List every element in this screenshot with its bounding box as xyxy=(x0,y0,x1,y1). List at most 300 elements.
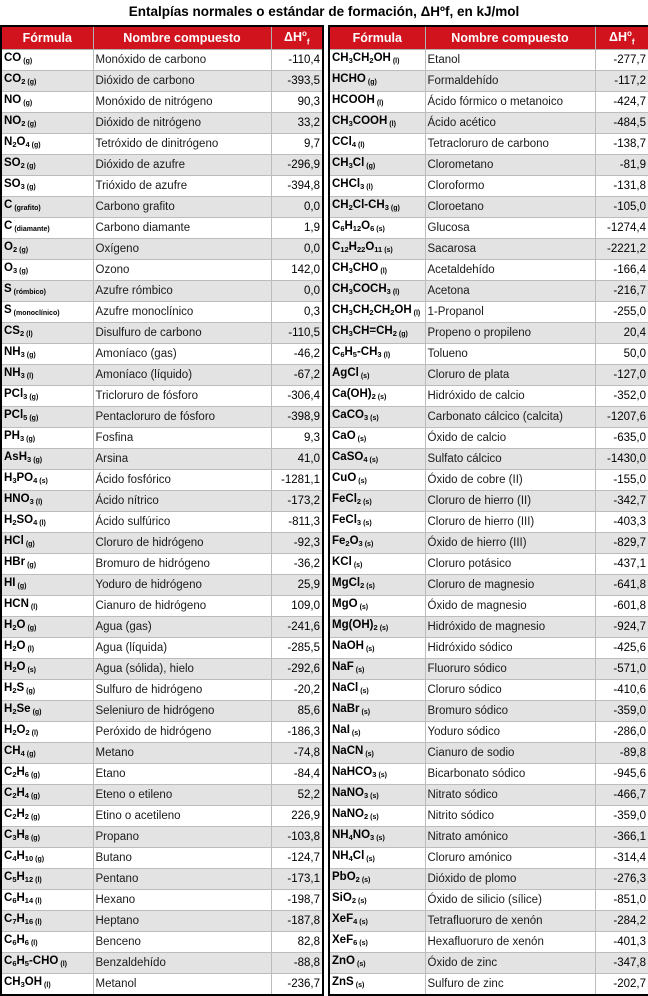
compound-name-cell: Monóxido de nitrógeno xyxy=(93,92,271,113)
table-row xyxy=(329,554,648,575)
compound-name-cell: Butano xyxy=(93,848,271,869)
state-label: (l) xyxy=(357,142,365,149)
formula-cell: PbO$_2$ (s) xyxy=(329,869,425,890)
state-label: (s) xyxy=(355,982,365,989)
enthalpy-value-cell: -284,2 xyxy=(595,911,648,932)
formula-cell: $H_2O$ (s) xyxy=(1,659,93,680)
state-label: (monoclínico) xyxy=(13,310,60,317)
enthalpy-value-cell: -67,2 xyxy=(271,365,323,386)
formula-cell: HCHO (g) xyxy=(329,71,425,92)
formula-cell: HBr (g) xyxy=(1,554,93,575)
enthalpy-value-cell: -945,6 xyxy=(595,764,648,785)
enthalpy-value-cell: 85,6 xyxy=(271,701,323,722)
formula-cell: $H_2O$ (l) xyxy=(1,638,93,659)
formula-cell: $C_6H_5$-CHO (l) xyxy=(1,953,93,974)
compound-name-cell: Cloruro de hierro (II) xyxy=(425,491,595,512)
compound-name-cell: Etino o acetileno xyxy=(93,806,271,827)
state-label: (s) xyxy=(364,541,374,548)
table-row xyxy=(329,176,648,197)
table-row xyxy=(329,449,648,470)
formula-cell: FeCl$_3$ (s) xyxy=(329,512,425,533)
state-label: (l) xyxy=(383,352,391,359)
formula-cell: MgCl$_2$ (s) xyxy=(329,575,425,596)
state-label: (g) xyxy=(30,814,40,821)
table-row xyxy=(1,449,323,470)
formula-cell: $CH_3CH_2OH$ (l) xyxy=(329,50,425,71)
table-row xyxy=(329,281,648,302)
state-label: (s) xyxy=(365,646,375,653)
table-row xyxy=(329,491,648,512)
table-row xyxy=(1,176,323,197)
enthalpy-value-cell: 41,0 xyxy=(271,449,323,470)
formula-cell: $CH_3COOH$ (l) xyxy=(329,113,425,134)
formula-cell: $NH_3$ (l) xyxy=(1,365,93,386)
formula-cell: $NH_4Cl$ (s) xyxy=(329,848,425,869)
enthalpy-value-cell: -924,7 xyxy=(595,617,648,638)
table-row xyxy=(1,722,323,743)
compound-name-cell: Ácido fórmico o metanoico xyxy=(425,92,595,113)
state-label: (g) xyxy=(26,688,36,695)
formula-cell: $C_5H_{12}$ (l) xyxy=(1,869,93,890)
compound-name-cell: Tetrafluoruro de xenón xyxy=(425,911,595,932)
compound-name-cell: Azufre monoclínico xyxy=(93,302,271,323)
table-row xyxy=(329,596,648,617)
table-row xyxy=(1,386,323,407)
formula-cell: $O_3$ (g) xyxy=(1,260,93,281)
formula-cell: NaNO$_3$ (s) xyxy=(329,785,425,806)
state-label: (l) xyxy=(35,898,42,905)
state-label: (g) xyxy=(30,835,40,842)
state-label: (s) xyxy=(360,688,369,695)
table-row xyxy=(329,92,648,113)
enthalpy-value-cell: 9,3 xyxy=(271,428,323,449)
compound-name-cell: Dióxido de nitrógeno xyxy=(93,113,271,134)
enthalpy-value-cell: 1,9 xyxy=(271,218,323,239)
table-row xyxy=(329,239,648,260)
enthalpy-value-cell: -437,1 xyxy=(595,554,648,575)
compound-name-cell: Agua (gas) xyxy=(93,617,271,638)
table-row xyxy=(1,428,323,449)
formula-cell: $H_2O_2$ (l) xyxy=(1,722,93,743)
table-row xyxy=(329,50,648,71)
enthalpy-value-cell: -601,8 xyxy=(595,596,648,617)
compound-name-cell: Ácido nítrico xyxy=(93,491,271,512)
compound-name-cell: Hidróxido de magnesio xyxy=(425,617,595,638)
table-row xyxy=(1,869,323,890)
enthalpy-value-cell: -342,7 xyxy=(595,491,648,512)
enthalpy-value-cell: -2221,2 xyxy=(595,239,648,260)
compound-name-cell: Heptano xyxy=(93,911,271,932)
formula-cell: $CH_2Cl-CH_3$ (g) xyxy=(329,197,425,218)
formula-cell: NaHCO$_3$ (s) xyxy=(329,764,425,785)
formula-cell: NaI (s) xyxy=(329,722,425,743)
formula-cell: $C_2H_2$ (g) xyxy=(1,806,93,827)
state-label: (l) xyxy=(60,961,67,968)
table-row xyxy=(329,680,648,701)
table-row xyxy=(1,911,323,932)
enthalpy-value-cell: -851,0 xyxy=(595,890,648,911)
formula-cell: $H_2SO_4$ (l) xyxy=(1,512,93,533)
compound-name-cell: Eteno o etileno xyxy=(93,785,271,806)
formula-cell: $C_4H_{10}$ (g) xyxy=(1,848,93,869)
compound-name-cell: Dióxido de azufre xyxy=(93,155,271,176)
table-row xyxy=(1,953,323,974)
state-label: (g) xyxy=(25,541,35,548)
formula-cell: $CH_3OH$ (l) xyxy=(1,974,93,996)
table-row xyxy=(1,50,323,71)
table-row xyxy=(329,575,648,596)
table-row xyxy=(329,722,648,743)
table-row xyxy=(1,281,323,302)
enthalpy-value-cell: -89,8 xyxy=(595,743,648,764)
enthalpy-value-cell: 82,8 xyxy=(271,932,323,953)
compound-name-cell: Óxido de cobre (II) xyxy=(425,470,595,491)
formula-cell: CCl$_4$ (l) xyxy=(329,134,425,155)
formula-cell: $CH_3CHO$ (l) xyxy=(329,260,425,281)
compound-name-cell: Yoduro de hidrógeno xyxy=(93,575,271,596)
formula-cell: $SO_2$ (g) xyxy=(1,155,93,176)
table-row xyxy=(1,134,323,155)
enthalpy-value-cell: -296,9 xyxy=(271,155,323,176)
enthalpy-value-cell: -292,6 xyxy=(271,659,323,680)
formula-cell: NaCN (s) xyxy=(329,743,425,764)
formula-cell: NaOH (s) xyxy=(329,638,425,659)
formula-cell: $HNO_3$ (l) xyxy=(1,491,93,512)
table-row xyxy=(329,806,648,827)
formula-cell: $H_2S$ (g) xyxy=(1,680,93,701)
state-label: (g) xyxy=(17,583,27,590)
compound-name-cell: Etano xyxy=(93,764,271,785)
enthalpy-value-cell: -359,0 xyxy=(595,701,648,722)
enthalpy-value-cell: -394,8 xyxy=(271,176,323,197)
formula-cell: $O_2$ (g) xyxy=(1,239,93,260)
state-label: (l) xyxy=(380,268,387,275)
table-row xyxy=(1,827,323,848)
compound-name-cell: Pentano xyxy=(93,869,271,890)
state-label: (g) xyxy=(30,793,40,800)
state-label: (l) xyxy=(413,310,421,317)
table-row xyxy=(1,680,323,701)
state-label: (l) xyxy=(39,520,46,527)
enthalpy-value-cell: -1281,1 xyxy=(271,470,323,491)
compound-name-cell: Benzaldehído xyxy=(93,953,271,974)
table-row xyxy=(1,92,323,113)
state-label: (s) xyxy=(361,709,371,716)
enthalpy-value-cell: -276,3 xyxy=(595,869,648,890)
enthalpy-value-cell: -241,6 xyxy=(271,617,323,638)
table-row xyxy=(1,239,323,260)
table-row xyxy=(1,407,323,428)
formula-cell: MgO (s) xyxy=(329,596,425,617)
enthalpy-value-cell: 9,7 xyxy=(271,134,323,155)
compound-name-cell: Benceno xyxy=(93,932,271,953)
table-row xyxy=(329,617,648,638)
formula-cell: NO (g) xyxy=(1,92,93,113)
enthalpy-value-cell: -36,2 xyxy=(271,554,323,575)
formula-cell: $NO_2$ (g) xyxy=(1,113,93,134)
compound-name-cell: Nitrato amónico xyxy=(425,827,595,848)
state-label: (s) xyxy=(384,247,393,254)
header-enthalpy: $\Delta H^o_f$ xyxy=(271,26,323,50)
enthalpy-value-cell: -286,0 xyxy=(595,722,648,743)
table-row xyxy=(1,785,323,806)
enthalpy-value-cell: -1207,6 xyxy=(595,407,648,428)
table-row xyxy=(1,155,323,176)
compound-name-cell: Agua (sólida), hielo xyxy=(93,659,271,680)
formula-cell: $Mg(OH)_2$ (s) xyxy=(329,617,425,638)
compound-name-cell: Cloruro de hierro (III) xyxy=(425,512,595,533)
table-row xyxy=(329,218,648,239)
compound-name-cell: Metano xyxy=(93,743,271,764)
compound-name-cell: Hidróxido de calcio xyxy=(425,386,595,407)
state-label: (s) xyxy=(358,478,367,485)
state-label: (g) xyxy=(32,709,42,716)
table-row xyxy=(1,596,323,617)
enthalpy-value-cell: -110,4 xyxy=(271,50,323,71)
formula-cell: $C_6H_6$ (l) xyxy=(1,932,93,953)
state-label: (l) xyxy=(35,877,42,884)
table-row xyxy=(329,932,648,953)
formula-cell: CuO (s) xyxy=(329,470,425,491)
compound-name-cell: Acetona xyxy=(425,281,595,302)
table-row xyxy=(329,953,648,974)
compound-name-cell: Propeno o propileno xyxy=(425,323,595,344)
state-label: (l) xyxy=(31,730,39,737)
table-row xyxy=(329,743,648,764)
header-name: Nombre compuesto xyxy=(425,26,595,50)
formula-cell: $C_6H_{12}O_6$ (s) xyxy=(329,218,425,239)
table-row xyxy=(329,407,648,428)
formula-cell: AgCl (s) xyxy=(329,365,425,386)
enthalpy-value-cell: -255,0 xyxy=(595,302,648,323)
state-label: (g) xyxy=(29,415,39,422)
formula-cell: CO (g) xyxy=(1,50,93,71)
enthalpy-value-cell: -359,0 xyxy=(595,806,648,827)
compound-name-cell: Agua (líquida) xyxy=(93,638,271,659)
table-row xyxy=(329,113,648,134)
compound-name-cell: Acetaldehído xyxy=(425,260,595,281)
formula-cell: C (diamante) xyxy=(1,218,93,239)
enthalpy-value-cell: 109,0 xyxy=(271,596,323,617)
state-label: (g) xyxy=(33,457,43,464)
enthalpy-value-cell: -138,7 xyxy=(595,134,648,155)
enthalpy-value-cell: -641,8 xyxy=(595,575,648,596)
compound-name-cell: Formaldehído xyxy=(425,71,595,92)
formula-cell: $CH_3CH_2CH_2OH$ (l) xyxy=(329,302,425,323)
enthalpy-value-cell: -117,2 xyxy=(595,71,648,92)
formula-cell: $Fe_2O_3$ (s) xyxy=(329,533,425,554)
state-label: (s) xyxy=(376,226,385,233)
formula-cell: S (rómbico) xyxy=(1,281,93,302)
header-name: Nombre compuesto xyxy=(93,26,271,50)
table-row xyxy=(1,743,323,764)
enthalpy-value-cell: -81,9 xyxy=(595,155,648,176)
state-label: (g) xyxy=(26,352,36,359)
compound-name-cell: Tetracloruro de carbono xyxy=(425,134,595,155)
compound-name-cell: Óxido de hierro (III) xyxy=(425,533,595,554)
table-row xyxy=(329,701,648,722)
compound-name-cell: Cloruro potásico xyxy=(425,554,595,575)
enthalpy-value-cell: -202,7 xyxy=(595,974,648,996)
enthalpy-value-cell: 0,3 xyxy=(271,302,323,323)
state-label: (g) xyxy=(31,142,41,149)
state-label: (s) xyxy=(379,625,389,632)
table-row xyxy=(1,302,323,323)
table-row xyxy=(1,491,323,512)
enthalpy-value-cell: -131,8 xyxy=(595,176,648,197)
enthalpy-value-cell: -88,8 xyxy=(271,953,323,974)
state-label: (s) xyxy=(27,667,36,674)
enthalpy-value-cell: -393,5 xyxy=(271,71,323,92)
compound-name-cell: Dióxido de carbono xyxy=(93,71,271,92)
enthalpy-value-cell: -424,7 xyxy=(595,92,648,113)
compound-name-cell: Ácido sulfúrico xyxy=(93,512,271,533)
state-label: (s) xyxy=(361,877,371,884)
enthalpy-value-cell: -1274,4 xyxy=(595,218,648,239)
formula-cell: $NH_4NO_3$ (s) xyxy=(329,827,425,848)
enthalpy-value-cell: -314,4 xyxy=(595,848,648,869)
enthalpy-value-cell: -173,1 xyxy=(271,869,323,890)
formula-cell: HI (g) xyxy=(1,575,93,596)
state-label: (l) xyxy=(392,58,400,65)
table-row xyxy=(329,134,648,155)
compound-name-cell: Fosfina xyxy=(93,428,271,449)
state-label: (g) xyxy=(19,247,29,254)
table-row xyxy=(329,827,648,848)
formula-cell: C (grafito) xyxy=(1,197,93,218)
formula-cell: $C_6H_5-CH_3$ (l) xyxy=(329,344,425,365)
table-row xyxy=(1,932,323,953)
state-label: (s) xyxy=(351,730,361,737)
table-row xyxy=(329,638,648,659)
compound-name-cell: Fluoruro sódico xyxy=(425,659,595,680)
formula-cell: $C_2H_6$ (g) xyxy=(1,764,93,785)
enthalpy-value-cell: -277,7 xyxy=(595,50,648,71)
formula-cell: $CH_3COCH_3$ (l) xyxy=(329,281,425,302)
compound-name-cell: Disulfuro de carbono xyxy=(93,323,271,344)
enthalpy-value-cell: -466,7 xyxy=(595,785,648,806)
enthalpy-value-cell: -46,2 xyxy=(271,344,323,365)
table-row xyxy=(329,974,648,996)
enthalpy-value-cell: -425,6 xyxy=(595,638,648,659)
state-label: (l) xyxy=(35,919,42,926)
table-header-row xyxy=(1,26,323,50)
state-label: (s) xyxy=(376,835,385,842)
table-row xyxy=(1,659,323,680)
enthalpy-value-cell: -110,5 xyxy=(271,323,323,344)
enthalpy-value-cell: 0,0 xyxy=(271,197,323,218)
formula-cell: $H_2Se$ (g) xyxy=(1,701,93,722)
table-row xyxy=(1,218,323,239)
formula-cell: $C_3H_8$ (g) xyxy=(1,827,93,848)
table-row xyxy=(1,197,323,218)
table-row xyxy=(329,260,648,281)
table-row xyxy=(1,344,323,365)
compound-name-cell: Azufre rómbico xyxy=(93,281,271,302)
compound-name-cell: Óxido de calcio xyxy=(425,428,595,449)
compound-name-cell: Trióxido de azufre xyxy=(93,176,271,197)
enthalpy-value-cell: -285,5 xyxy=(271,638,323,659)
compound-name-cell: Etanol xyxy=(425,50,595,71)
state-label: (s) xyxy=(39,478,48,485)
formula-cell: NaCl (s) xyxy=(329,680,425,701)
compound-name-cell: Cloroformo xyxy=(425,176,595,197)
enthalpy-value-cell: 25,9 xyxy=(271,575,323,596)
enthalpy-value-cell: -166,4 xyxy=(595,260,648,281)
compound-name-cell: Bromuro de hidrógeno xyxy=(93,554,271,575)
table-row xyxy=(1,764,323,785)
table-row xyxy=(1,638,323,659)
formula-cell: FeCl$_2$ (s) xyxy=(329,491,425,512)
enthalpy-value-cell: 90,3 xyxy=(271,92,323,113)
state-label: (s) xyxy=(357,436,367,443)
state-label: (g) xyxy=(27,625,37,632)
enthalpy-value-cell: -236,7 xyxy=(271,974,323,996)
enthalpy-value-cell: 20,4 xyxy=(595,323,648,344)
table-row xyxy=(1,554,323,575)
enthalpy-value-cell: -829,7 xyxy=(595,533,648,554)
compound-name-cell: Monóxido de carbono xyxy=(93,50,271,71)
table-row xyxy=(329,386,648,407)
state-label: (s) xyxy=(360,373,370,380)
formula-cell: $CH_3Cl$ (g) xyxy=(329,155,425,176)
header-formula: Fórmula xyxy=(1,26,93,50)
state-label: (l) xyxy=(366,184,373,191)
state-label: (s) xyxy=(377,394,387,401)
compound-name-cell: Metanol xyxy=(93,974,271,996)
compound-name-cell: 1-Propanol xyxy=(425,302,595,323)
table-row xyxy=(329,302,648,323)
enthalpy-value-cell: -571,0 xyxy=(595,659,648,680)
formula-cell: XeF$_6$ (s) xyxy=(329,932,425,953)
compound-name-cell: Glucosa xyxy=(425,218,595,239)
compound-name-cell: Carbono diamante xyxy=(93,218,271,239)
compound-name-cell: Cianuro de sodio xyxy=(425,743,595,764)
compound-name-cell: Seleniuro de hidrógeno xyxy=(93,701,271,722)
table-row xyxy=(329,197,648,218)
formula-cell: CHCl$_3$ (l) xyxy=(329,176,425,197)
table-row xyxy=(329,911,648,932)
compound-name-cell: Cloruro de plata xyxy=(425,365,595,386)
formula-cell: HCl (g) xyxy=(1,533,93,554)
table-row xyxy=(1,71,323,92)
state-label: (diamante) xyxy=(14,226,50,233)
formula-cell: HCN (l) xyxy=(1,596,93,617)
state-label: (s) xyxy=(357,961,366,968)
formula-cell: $NH_3$ (g) xyxy=(1,344,93,365)
enthalpy-value-cell: -155,0 xyxy=(595,470,648,491)
table-row xyxy=(1,323,323,344)
state-label: (l) xyxy=(392,289,400,296)
compound-name-cell: Cloruro de hidrógeno xyxy=(93,533,271,554)
state-label: (g) xyxy=(390,205,400,212)
state-label: (s) xyxy=(369,457,379,464)
enthalpy-value-cell: -74,8 xyxy=(271,743,323,764)
enthalpy-value-cell: -187,8 xyxy=(271,911,323,932)
state-label: (s) xyxy=(357,898,367,905)
state-label: (g) xyxy=(27,79,37,86)
table-row xyxy=(329,890,648,911)
enthalpy-value-cell: -635,0 xyxy=(595,428,648,449)
table-row xyxy=(329,71,648,92)
table-row xyxy=(329,323,648,344)
state-label: (g) xyxy=(23,58,33,65)
compound-name-cell: Oxígeno xyxy=(93,239,271,260)
compound-name-cell: Cloruro de magnesio xyxy=(425,575,595,596)
state-label: (s) xyxy=(359,940,368,947)
table-row xyxy=(329,533,648,554)
table-row xyxy=(1,365,323,386)
